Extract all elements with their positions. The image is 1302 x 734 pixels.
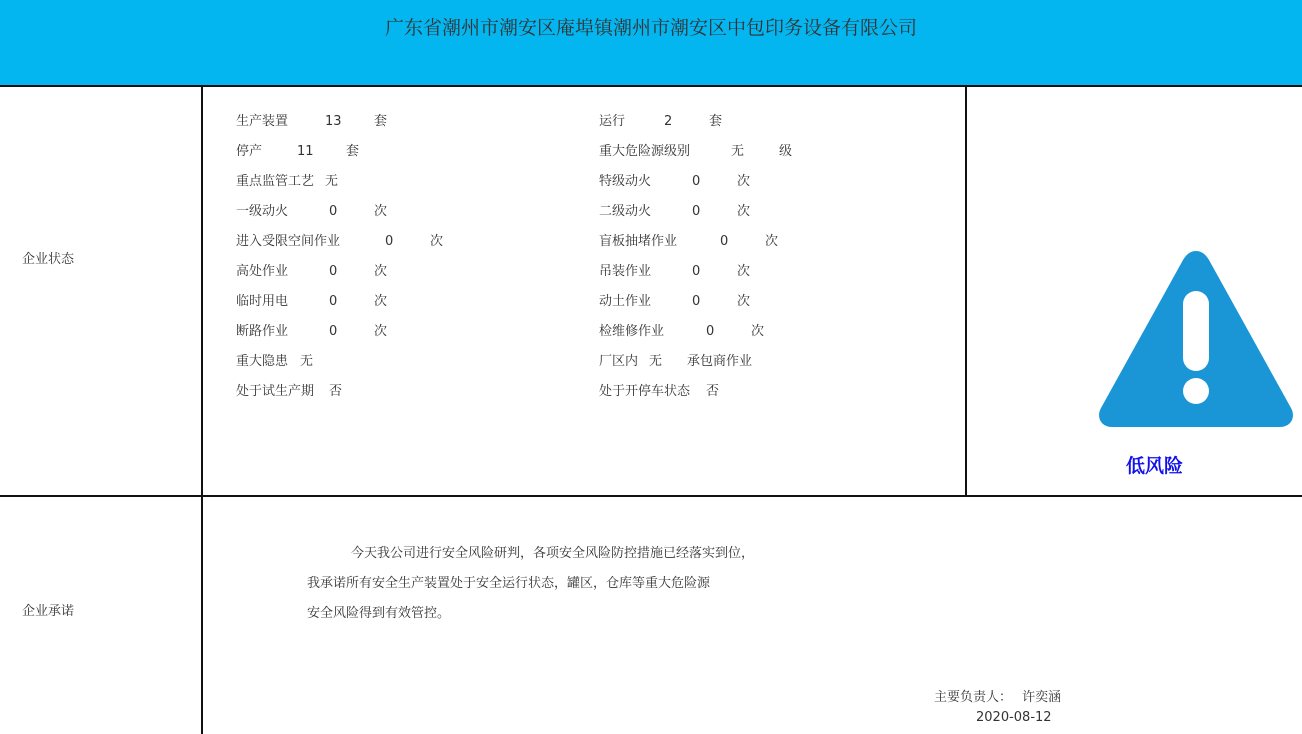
field-label: 动土作业 bbox=[599, 294, 652, 309]
field-label: 吊装作业 bbox=[599, 264, 652, 279]
field-unit: 次 bbox=[737, 204, 751, 219]
field-value: 无 bbox=[325, 174, 339, 189]
field-value: 0 bbox=[329, 294, 338, 309]
responsible-name: 许奕涵 bbox=[1022, 690, 1062, 705]
field-value: 无 bbox=[649, 354, 663, 369]
field-value: 否 bbox=[706, 384, 720, 399]
field-label: 盲板抽堵作业 bbox=[599, 234, 678, 249]
field-unit: 次 bbox=[751, 324, 765, 339]
risk-column-divider bbox=[965, 87, 967, 495]
responsible-label: 主要负责人： bbox=[934, 690, 1013, 705]
field-value: 0 bbox=[720, 234, 729, 249]
field-unit: 次 bbox=[737, 294, 751, 309]
pledge-line-2: 我承诺所有安全生产装置处于安全运行状态，罐区，仓库等重大危险源 bbox=[307, 576, 711, 591]
field-label: 重点监管工艺 bbox=[236, 174, 315, 189]
pledge-date: 2020-08-12 bbox=[976, 710, 1052, 725]
field-value: 11 bbox=[297, 144, 314, 159]
page-header bbox=[0, 0, 1302, 85]
field-label: 生产装置 bbox=[236, 114, 289, 129]
field-label: 二级动火 bbox=[599, 204, 652, 219]
field-unit: 次 bbox=[374, 324, 388, 339]
field-unit: 次 bbox=[374, 294, 388, 309]
header-divider bbox=[0, 85, 1302, 87]
field-unit: 次 bbox=[765, 234, 779, 249]
field-unit: 次 bbox=[374, 204, 388, 219]
field-label: 断路作业 bbox=[236, 324, 289, 339]
pledge-line-1: 今天我公司进行安全风险研判，各项安全风险防控措施已经落实到位， bbox=[351, 546, 755, 561]
field-value: 13 bbox=[325, 114, 342, 129]
risk-level-label: 低风险 bbox=[1126, 455, 1184, 477]
warning-triangle-icon bbox=[1098, 245, 1294, 431]
field-unit: 套 bbox=[374, 114, 388, 129]
field-label: 检维修作业 bbox=[599, 324, 665, 339]
field-unit: 套 bbox=[709, 114, 723, 129]
field-label: 特级动火 bbox=[599, 174, 652, 189]
field-value: 无 bbox=[300, 354, 314, 369]
responsible-person bbox=[934, 686, 1061, 705]
field-value: 否 bbox=[329, 384, 343, 399]
field-value: 0 bbox=[692, 294, 701, 309]
field-label: 一级动火 bbox=[236, 204, 289, 219]
field-label: 停产 bbox=[236, 144, 263, 159]
field-value: 0 bbox=[385, 234, 394, 249]
field-value: 2 bbox=[664, 114, 673, 129]
field-unit: 套 bbox=[346, 144, 360, 159]
field-label: 临时用电 bbox=[236, 294, 289, 309]
field-value: 0 bbox=[329, 204, 338, 219]
field-label: 厂区内 bbox=[599, 354, 639, 369]
field-label: 进入受限空间作业 bbox=[236, 234, 341, 249]
field-value: 0 bbox=[706, 324, 715, 339]
field-unit: 次 bbox=[737, 264, 751, 279]
field-value: 0 bbox=[692, 264, 701, 279]
field-unit: 次 bbox=[737, 174, 751, 189]
row-divider bbox=[0, 495, 1302, 497]
field-unit: 级 bbox=[779, 144, 793, 159]
field-unit: 次 bbox=[430, 234, 444, 249]
field-value: 无 bbox=[731, 144, 745, 159]
field-label: 重大隐患 bbox=[236, 354, 289, 369]
field-label: 高处作业 bbox=[236, 264, 289, 279]
field-unit: 承包商作业 bbox=[687, 354, 753, 369]
field-value: 0 bbox=[329, 264, 338, 279]
field-value: 0 bbox=[329, 324, 338, 339]
field-label: 运行 bbox=[599, 114, 626, 129]
label-column-divider bbox=[201, 87, 203, 734]
field-label: 重大危险源级别 bbox=[599, 144, 691, 159]
field-label: 处于试生产期 bbox=[236, 384, 315, 399]
field-value: 0 bbox=[692, 204, 701, 219]
company-title: 广东省潮州市潮安区庵埠镇潮州市潮安区中包印务设备有限公司 bbox=[384, 17, 917, 39]
field-value: 0 bbox=[692, 174, 701, 189]
field-unit: 次 bbox=[374, 264, 388, 279]
status-row-label: 企业状态 bbox=[22, 252, 75, 267]
field-label: 处于开停车状态 bbox=[599, 384, 691, 399]
pledge-line-3: 安全风险得到有效管控。 bbox=[307, 606, 451, 621]
pledge-row-label: 企业承诺 bbox=[22, 604, 75, 619]
